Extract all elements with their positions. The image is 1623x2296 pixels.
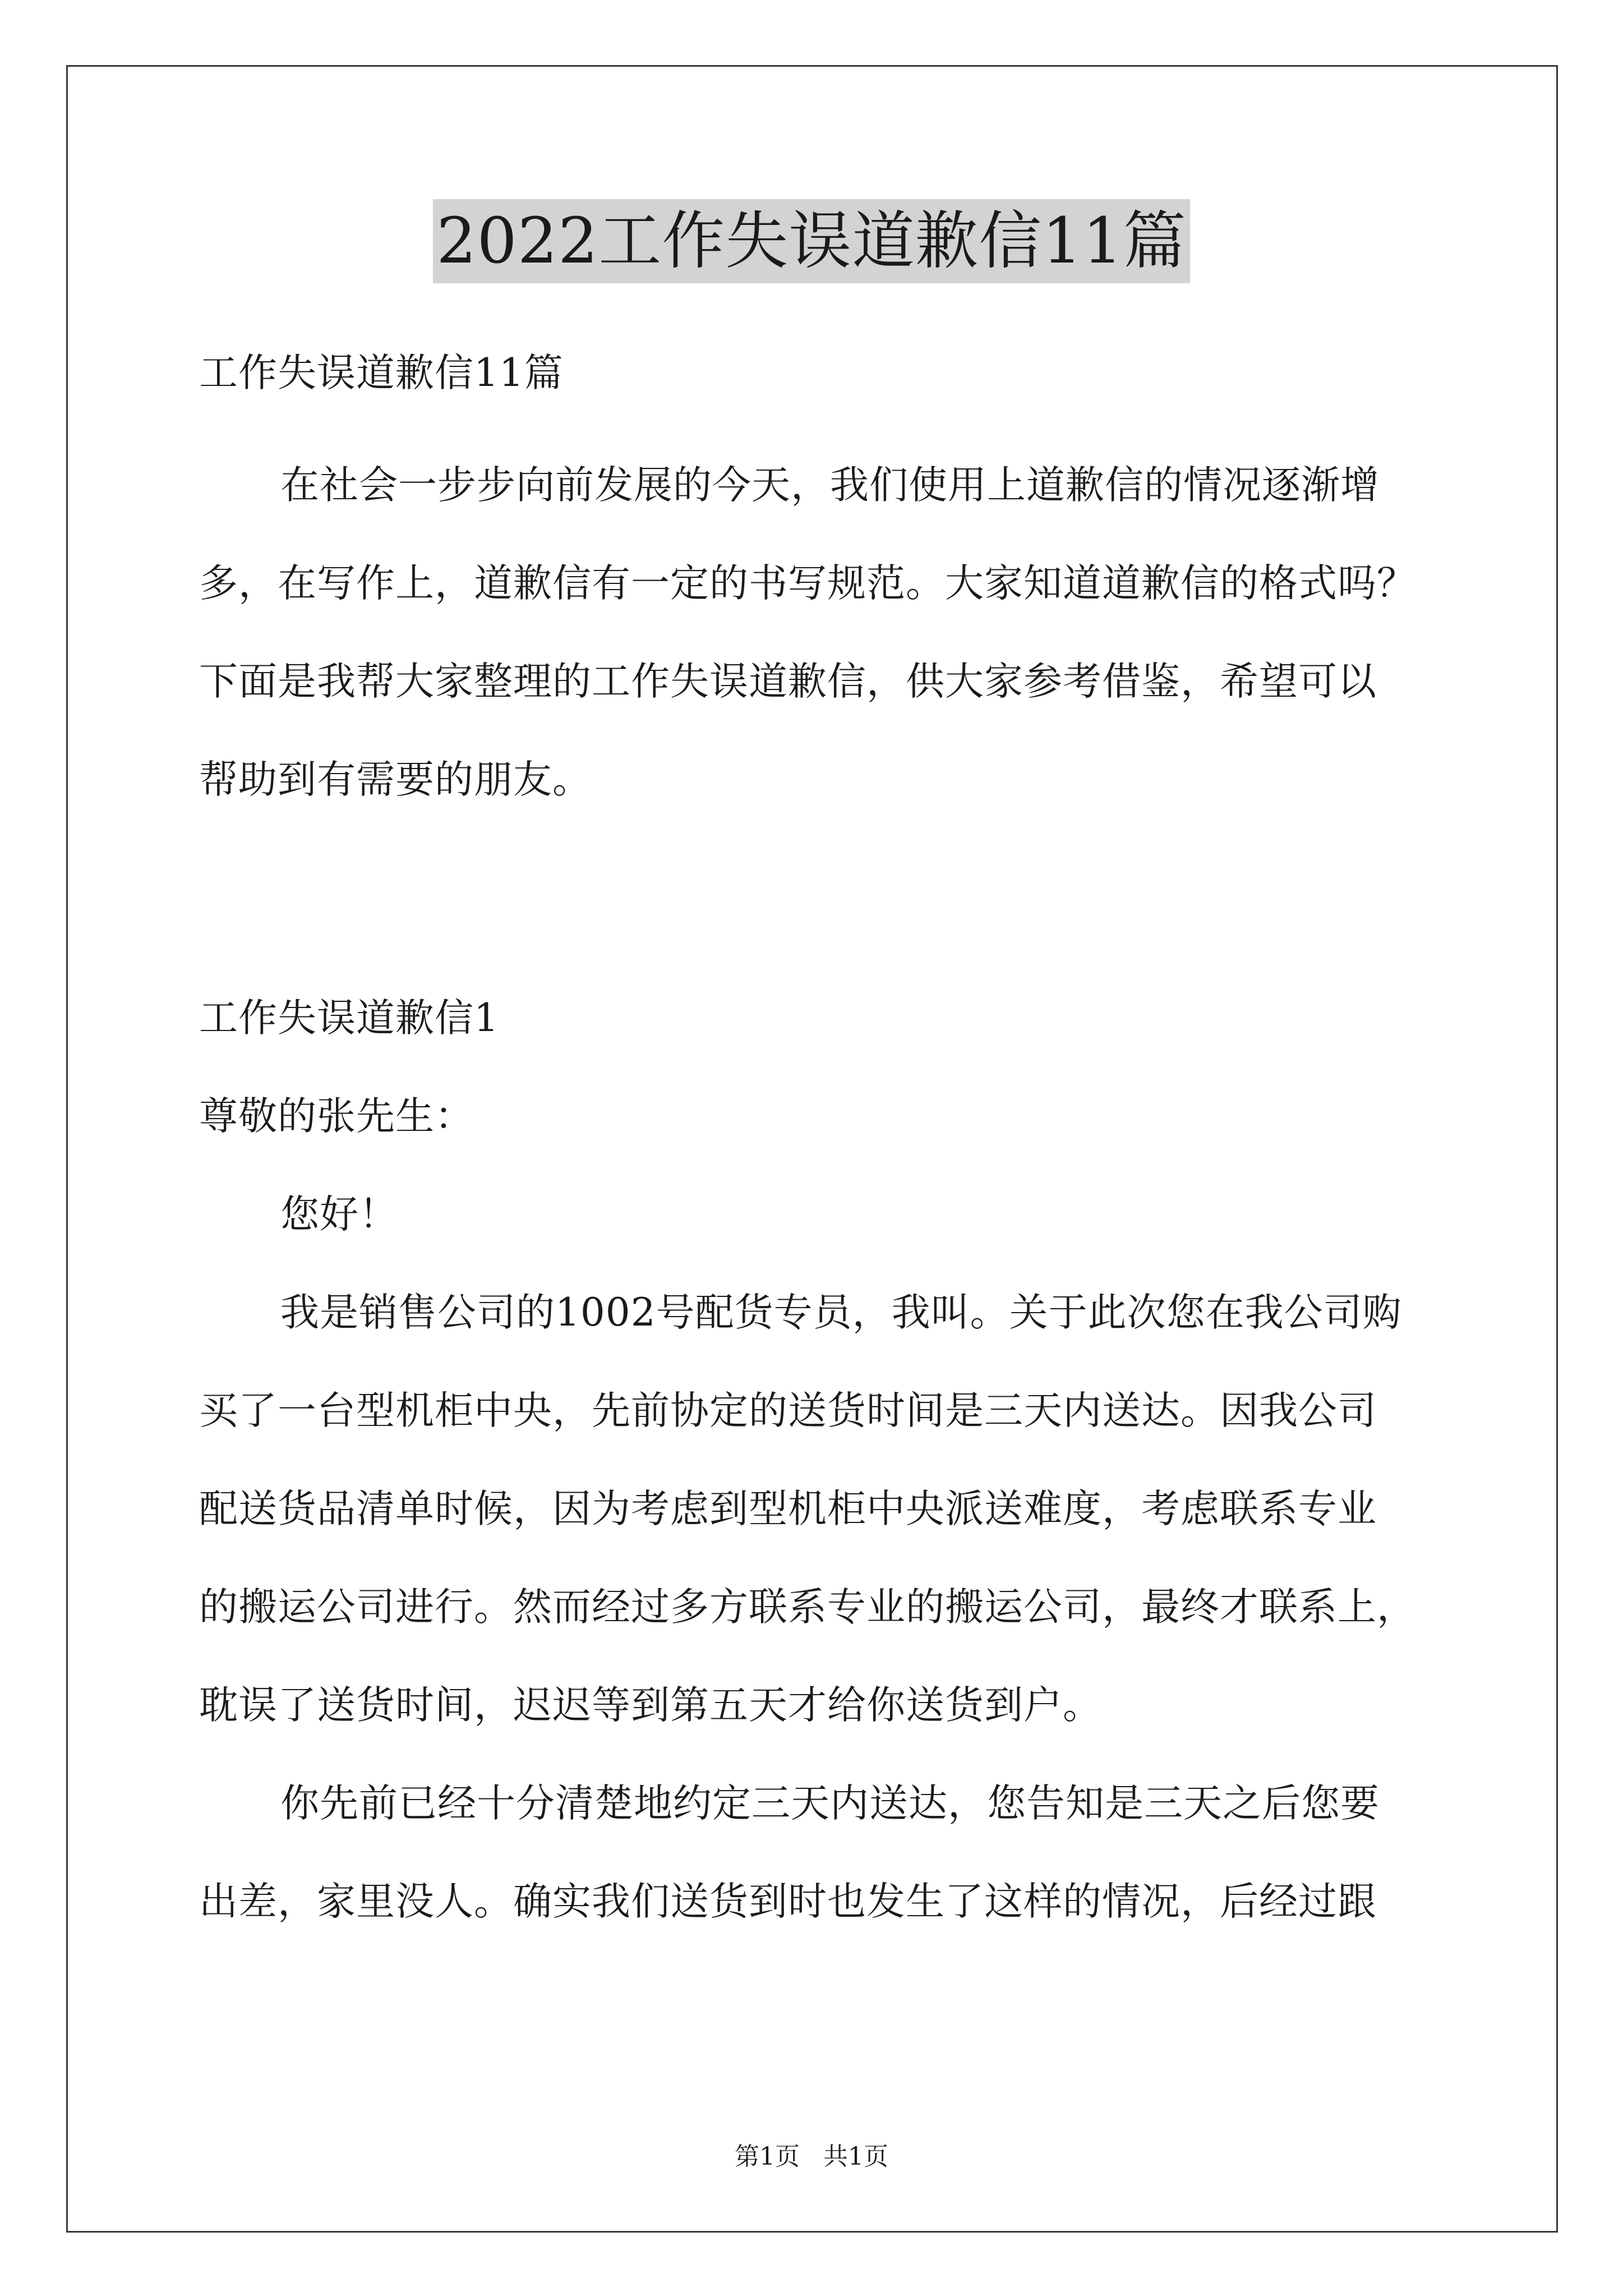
paragraph-line: 配送货品清单时候，因为考虑到型机柜中央派送难度，考虑联系专业 [199, 1487, 1377, 1531]
page-footer: 第1页 共1页 [735, 2142, 888, 2171]
greeting: 您好！ [280, 1192, 398, 1237]
letter-heading: 工作失误道歉信1 [199, 996, 499, 1041]
paragraph-line: 我是销售公司的1002号配货专员，我叫。关于此次您在我公司购 [280, 1290, 1402, 1335]
paragraph-line: 出差，家里没人。确实我们送货到时也发生了这样的情况，后经过跟 [199, 1879, 1377, 1924]
paragraph-line: 耽误了送货时间，迟迟等到第五天才给你送货到户。 [199, 1683, 1102, 1728]
section-heading: 工作失误道歉信11篇 [199, 351, 564, 395]
paragraph-line: 你先前已经十分清楚地约定三天内送达，您告知是三天之后您要 [280, 1781, 1380, 1826]
title-wrap [0, 199, 1623, 283]
paragraph-line: 买了一台型机柜中央，先前协定的送货时间是三天内送达。因我公司 [199, 1388, 1377, 1433]
paragraph-line: 下面是我帮大家整理的工作失误道歉信，供大家参考借鉴，希望可以 [199, 659, 1377, 704]
salutation: 尊敬的张先生： [199, 1094, 474, 1139]
paragraph-line: 多，在写作上，道歉信有一定的书写规范。大家知道道歉信的格式吗？ [199, 561, 1416, 606]
paragraph-line: 在社会一步步向前发展的今天，我们使用上道歉信的情况逐渐增 [280, 463, 1380, 508]
paragraph-line: 的搬运公司进行。然而经过多方联系专业的搬运公司，最终才联系上， [199, 1585, 1416, 1630]
paragraph-line: 帮助到有需要的朋友。 [199, 757, 592, 802]
document-title: 2022工作失误道歉信11篇 [433, 199, 1190, 283]
